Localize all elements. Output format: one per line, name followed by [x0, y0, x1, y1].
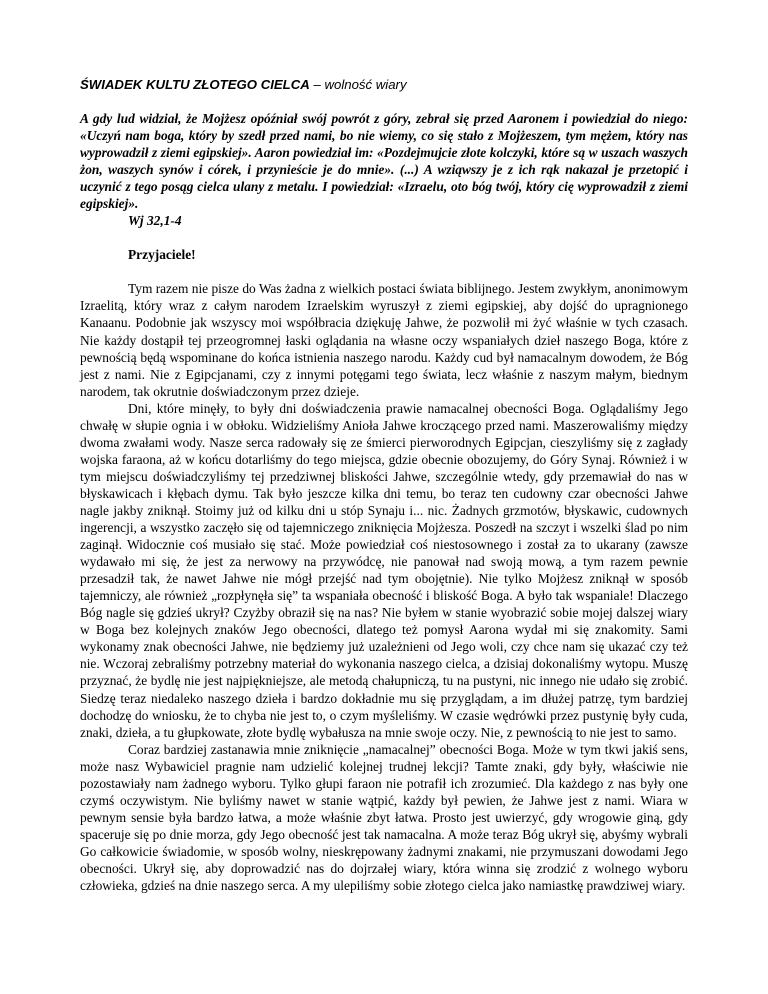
epigraph-reference: Wj 32,1-4: [128, 213, 182, 229]
epigraph-quote: A gdy lud widział, że Mojżesz opóźniał swój powrót z góry, zebrał się przed Aaronem i powiedział do niego: «Uczyń nam boga, który by szedł przed nami, bo nie wiemy, co się stało z Mojżeszem, tym mężem, który nas wyprowadził z ziemi egipskiej». Aaron powiedział im: «Pozdejmujcie złote kolczyki, które są w uszach waszych żon, waszych synów i córek, i przynieście je do mnie». (...) A wziąwszy je z ich rąk nakazał je przetopić i uczynić z tego posąg cielca ulany z metalu. I powiedział: «Izraelu, oto bóg twój, który cię wyprowadził z ziemi egipskiej».: [80, 111, 688, 212]
greeting: Przyjaciele!: [128, 247, 196, 263]
body-paragraph-3: Coraz bardziej zastanawia mnie zniknięcie „namacalnej” obecności Boga. Może w tym tkwi jakiś sens, może nasz Wybawiciel pragnie nam udzielić kolejnej trudnej lekcji? Tamte znaki, gdy były, właściwie nie pozostawiały nam żadnego wyboru. Tylko głupi faraon nie potrafił ich zrozumieć. Dla każdego z nas były one czymś oczywistym. Nie byliśmy nawet w stanie wątpić, każdy był pewien, że Jahwe jest z nami. Wiara w pewnym sensie była bardzo łatwa, a może właśnie zbyt łatwa. Prosto jest uwierzyć, gdy wrogowie giną, gdy spaceruje się po dnie morza, gdy Jego obecność jest tak namacalna. A może teraz Bóg ukrył się, abyśmy wybrali Go całkowicie świadomie, w sposób wolny, nieskrępowany żadnymi znakami, nie przymuszani dowodami Jego obecności. Ukrył się, aby doprowadzić nas do dojrzałej wiary, która winna się zrodzić z wolnego wyboru człowieka, gdzieś na dnie naszego serca. A my ulepiliśmy sobie złotego cielca jako namiastkę prawdziwej wiary.: [80, 741, 688, 894]
document-subtitle: – wolność wiary: [309, 77, 407, 92]
body-paragraph-1: Tym razem nie pisze do Was żadna z wielkich postaci świata biblijnego. Jestem zwykłym, anonimowym Izraelitą, który wraz z całym narodem Izraelskim wyruszył z ziemi egipskiej, aby dojść do upragnionego Kanaanu. Podobnie jak wszyscy moi współbracia dziękuję Jahwe, że pozwolił mi żyć właśnie w tych czasach. Nie każdy dostąpił tej przeogromnej łaski oglądania na własne oczy wspaniałych dzieł naszego Boga, które z pewnością będą wspominane do końca istnienia naszego narodu. Każdy cud był namacalnym dowodem, że Bóg jest z nami. Nie z Egipcjanami, czy z innymi potęgami tego świata, lecz właśnie z naszym małym, biednym narodem, tak okrutnie doświadczonym przez dzieje.: [80, 281, 688, 399]
document-page: [80, 76, 688, 894]
body-paragraph-2: Dni, które minęły, to były dni doświadczenia prawie namacalnej obecności Boga. Oglądaliśmy Jego chwałę w słupie ognia i w obłoku. Widzieliśmy Anioła Jahwe kroczącego przed nami. Maszerowaliśmy między dwoma zwałami wody. Nasze serca radowały się ze śmierci pierworodnych Egipcjan, cieszyliśmy się z zagłady wojska faraona, aż w końcu dotarliśmy do tego miejsca, gdzie obecnie obozujemy, do Góry Synaj. Również i w tym miejscu doświadczyliśmy tej przedziwnej bliskości Jahwe, szczególnie wtedy, gdy przemawiał do nas w błyskawicach i kłębach dymu. Tak było jeszcze kilka dni temu, bo teraz ten cudowny czar obecności Jahwe nagle jakby zniknął. Stoimy już od kilku dni u stóp Synaju i... nic. Żadnych grzmotów, błyskawic, cudownych ingerencji, a wszystko zaczęło się od tajemniczego zniknięcia Mojżesza. Poszedł na szczyt i wszelki ślad po nim zaginął. Widocznie coś musiało się stać. Może powiedział coś niestosownego i został za to ukarany (zawsze wydawało mi się, że jest za nerwowy na przywódcę, nie panował nad swoją mową, a tym razem pewnie przesadził tak, że nawet Jahwe nie mógł przejść nad tym obojętnie). Nie tylko Mojżesz zniknął w sposób tajemniczy, ale również „rozpłynęła się” ta wspaniała obecność i bliskość Boga. A było tak wspaniale! Dlaczego Bóg nagle się gdzieś ukrył? Czyżby obraził się na nas? Nie byłem w stanie wyobrazić sobie mojej dalszej wiary w Boga bez kolejnych znaków Jego obecności, dlatego też pomysł Aarona wydał mi się znakomity. Sami wykonamy znak obecności Jahwe, nie będziemy już uzależnieni od Jego woli, czy chce nam się ukazać czy też nie. Wczoraj zebraliśmy potrzebny materiał do wykonania naszego cielca, a dzisiaj dokonaliśmy wytopu. Muszę przyznać, że bydlę nie jest najpiękniejsze, ale metodą chałupniczą, tu na pustyni, nic innego nie udało się zrobić. Siedzę teraz niedaleko naszego dzieła i bardzo dokładnie mu się przyglądam, a im dłużej patrzę, tym bardziej dochodzę do wniosku, że to chyba nie jest to, o czym myśleliśmy. W czasie wędrówki przez pustynię były cuda, znaki, dzieła, a tu głupkowate, złote bydlę wybałusza na mnie swoje oczy. Nie, z pewnością to nie jest to samo.: [80, 400, 688, 740]
document-title: ŚWIADEK KULTU ZŁOTEGO CIELCA: [80, 77, 310, 92]
document-heading: [80, 76, 688, 93]
